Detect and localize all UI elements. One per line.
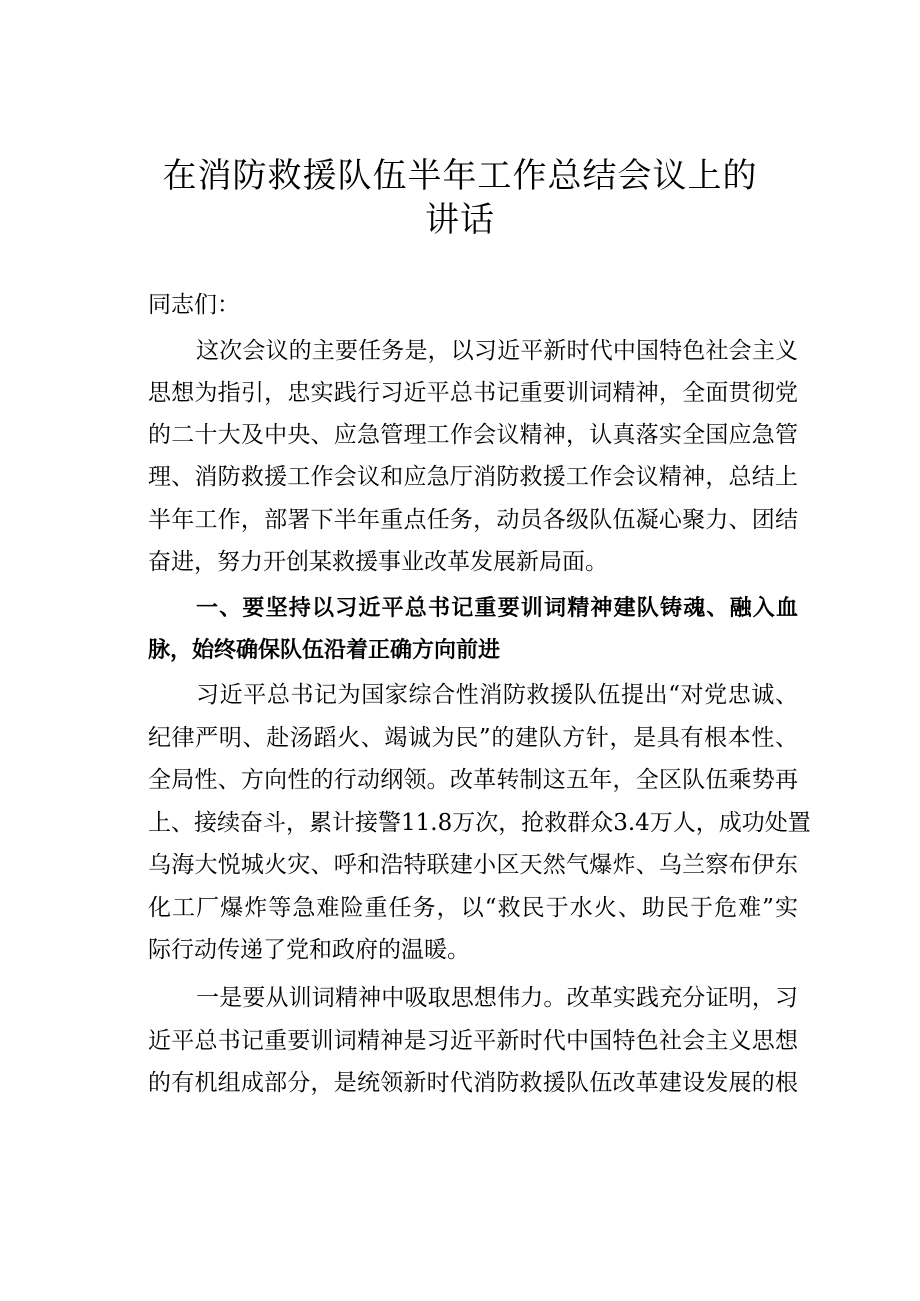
paragraph1-line: 半年工作，部署下半年重点任务，动员各级队伍凝心聚力、团结 [148,507,798,533]
paragraph1-line: 理、消防救援工作会议和应急厅消防救援工作会议精神，总结上 [148,464,798,490]
document-title-line-2: 讲话 [425,200,495,240]
paragraph1-line: 这次会议的主要任务是，以习近平新时代中国特色社会主义 [196,338,798,364]
paragraph3-line: 近平总书记重要训词精神是习近平新时代中国特色社会主义思想 [148,1028,798,1054]
section1-heading-line: 脉，始终确保队伍沿着正确方向前进 [148,638,501,663]
paragraph1-line: 奋进，努力开创某救援事业改革发展新局面。 [148,549,608,575]
section1-heading-line: 一、要坚持以习近平总书记重要训词精神建队铸魂、融入血 [196,596,798,621]
paragraph2-line: 乌海大悦城火灾、呼和浩特联建小区天然气爆炸、乌兰察布伊东 [148,852,798,878]
paragraph1-line: 思想为指引，忠实践行习近平总书记重要训词精神，全面贯彻党 [148,380,798,406]
paragraph1-line: 的二十大及中央、应急管理工作会议精神，认真落实全国应急管 [148,422,798,448]
paragraph2-line: 际行动传递了党和政府的温暖。 [148,937,470,963]
document-title-line-1: 在消防救援队伍半年工作总结会议上的 [162,156,758,196]
paragraph2-line: 全局性、方向性的行动纲领。改革转制这五年，全区队伍乘势再 [148,767,798,793]
paragraph3-line: 一是要从训词精神中吸取思想伟力。改革实践充分证明，习 [196,985,798,1011]
paragraph3-line: 的有机组成部分，是统领新时代消防救援队伍改革建设发展的根 [148,1070,798,1096]
paragraph2-line: 纪律严明、赴汤蹈火、竭诚为民”的建队方针，是具有根本性、 [148,725,798,751]
greeting: 同志们： [148,292,240,318]
paragraph2-line: 上、接续奋斗，累计接警11.8万次，抢救群众3.4万人，成功处置 [148,810,811,836]
paragraph2-line: 化工厂爆炸等急难险重任务，以“救民于水火、助民于危难”实 [148,895,798,921]
paragraph2-line: 习近平总书记为国家综合性消防救援队伍提出“对党忠诚、 [196,682,798,708]
